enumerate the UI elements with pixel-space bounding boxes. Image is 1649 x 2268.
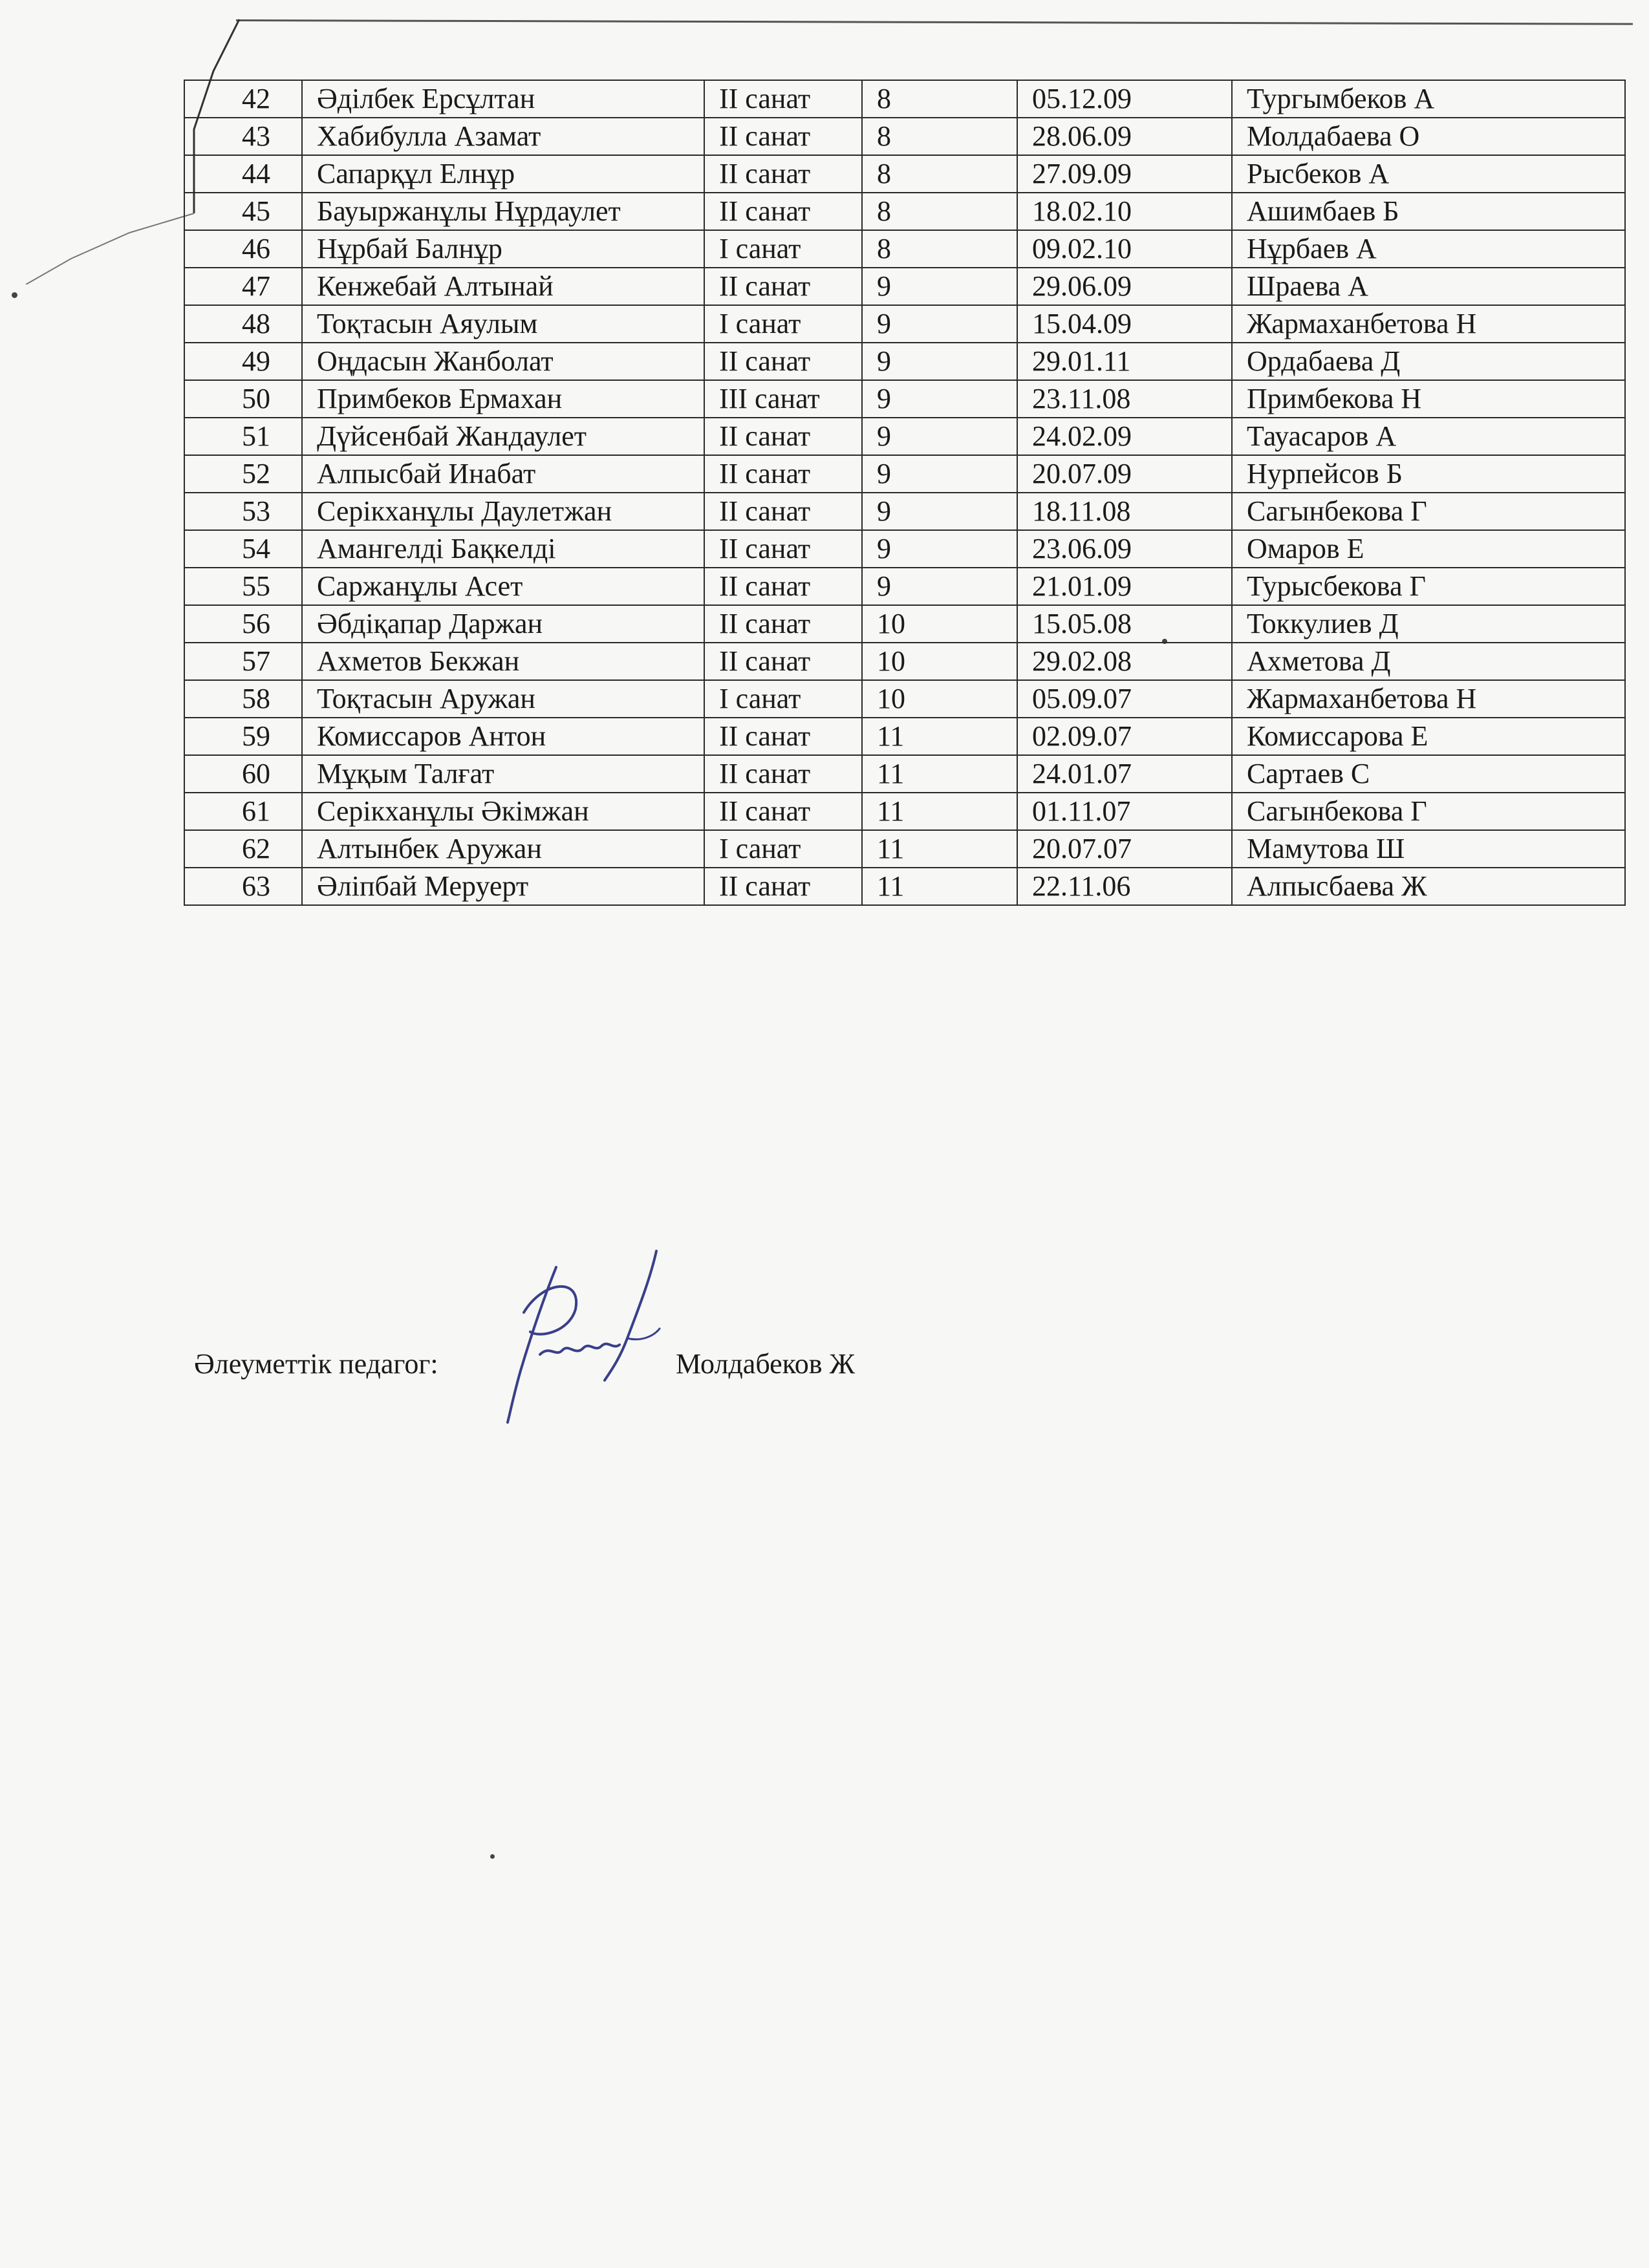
category-cell: ІІ санат (704, 155, 862, 193)
row-number-cell: 45 (184, 193, 302, 230)
category-cell: ІІ санат (704, 268, 862, 305)
row-number-cell: 47 (184, 268, 302, 305)
table-row (184, 230, 1625, 268)
birth-date-cell: 24.01.07 (1017, 755, 1232, 793)
birth-date-cell: 18.02.10 (1017, 193, 1232, 230)
student-name-cell: Сапарқұл Елнұр (302, 155, 704, 193)
parent-name-cell: Жармаханбетова Н (1232, 680, 1625, 718)
table-row (184, 530, 1625, 568)
scan-speck (490, 1854, 495, 1859)
category-cell: ІІ санат (704, 530, 862, 568)
table-row (184, 793, 1625, 830)
student-name-cell: Тоқтасын Аружан (302, 680, 704, 718)
table-row (184, 305, 1625, 343)
student-name-cell: Әліпбай Меруерт (302, 868, 704, 905)
grade-cell: 9 (862, 530, 1017, 568)
grade-cell: 8 (862, 193, 1017, 230)
student-name-cell: Мұқым Талғат (302, 755, 704, 793)
table-row (184, 493, 1625, 530)
parent-name-cell: Нұрбаев А (1232, 230, 1625, 268)
parent-name-cell: Мамутова Ш (1232, 830, 1625, 868)
table-row (184, 568, 1625, 605)
category-cell: ІІ санат (704, 718, 862, 755)
row-number-cell: 62 (184, 830, 302, 868)
student-name-cell: Серікханұлы Даулетжан (302, 493, 704, 530)
birth-date-cell: 29.02.08 (1017, 643, 1232, 680)
parent-name-cell: Нурпейсов Б (1232, 455, 1625, 493)
birth-date-cell: 23.06.09 (1017, 530, 1232, 568)
student-name-cell: Комиссаров Антон (302, 718, 704, 755)
grade-cell: 11 (862, 755, 1017, 793)
parent-name-cell: Рысбеков А (1232, 155, 1625, 193)
table-row (184, 680, 1625, 718)
student-name-cell: Хабибулла Азамат (302, 118, 704, 155)
birth-date-cell: 01.11.07 (1017, 793, 1232, 830)
row-number-cell: 54 (184, 530, 302, 568)
row-number-cell: 46 (184, 230, 302, 268)
student-name-cell: Әбдіқапар Даржан (302, 605, 704, 643)
birth-date-cell: 22.11.06 (1017, 868, 1232, 905)
parent-name-cell: Примбекова Н (1232, 380, 1625, 418)
student-name-cell: Серікханұлы Әкімжан (302, 793, 704, 830)
row-number-cell: 52 (184, 455, 302, 493)
birth-date-cell: 18.11.08 (1017, 493, 1232, 530)
category-cell: ІІІ санат (704, 380, 862, 418)
student-name-cell: Примбеков Ермахан (302, 380, 704, 418)
scan-top-edge (236, 19, 1633, 25)
row-number-cell: 51 (184, 418, 302, 455)
parent-name-cell: Жармаханбетова Н (1232, 305, 1625, 343)
student-roster-table (184, 80, 1626, 906)
grade-cell: 9 (862, 343, 1017, 380)
row-number-cell: 48 (184, 305, 302, 343)
table-row (184, 80, 1625, 118)
category-cell: ІІ санат (704, 493, 862, 530)
parent-name-cell: Сартаев С (1232, 755, 1625, 793)
birth-date-cell: 05.12.09 (1017, 80, 1232, 118)
row-number-cell: 61 (184, 793, 302, 830)
parent-name-cell: Шраева А (1232, 268, 1625, 305)
table-row (184, 155, 1625, 193)
table-row (184, 755, 1625, 793)
birth-date-cell: 24.02.09 (1017, 418, 1232, 455)
birth-date-cell: 20.07.07 (1017, 830, 1232, 868)
category-cell: ІІ санат (704, 755, 862, 793)
row-number-cell: 63 (184, 868, 302, 905)
student-name-cell: Кенжебай Алтынай (302, 268, 704, 305)
grade-cell: 11 (862, 868, 1017, 905)
category-cell: ІІ санат (704, 343, 862, 380)
table-row (184, 868, 1625, 905)
category-cell: ІІ санат (704, 193, 862, 230)
birth-date-cell: 05.09.07 (1017, 680, 1232, 718)
scan-speck (12, 292, 17, 298)
category-cell: І санат (704, 305, 862, 343)
birth-date-cell: 28.06.09 (1017, 118, 1232, 155)
grade-cell: 8 (862, 155, 1017, 193)
grade-cell: 11 (862, 830, 1017, 868)
birth-date-cell: 02.09.07 (1017, 718, 1232, 755)
category-cell: І санат (704, 830, 862, 868)
table-row (184, 343, 1625, 380)
grade-cell: 9 (862, 305, 1017, 343)
student-name-cell: Саржанұлы Асет (302, 568, 704, 605)
category-cell: ІІ санат (704, 455, 862, 493)
parent-name-cell: Молдабаева О (1232, 118, 1625, 155)
row-number-cell: 53 (184, 493, 302, 530)
category-cell: І санат (704, 230, 862, 268)
parent-name-cell: Ахметова Д (1232, 643, 1625, 680)
student-name-cell: Амангелді Бақкелді (302, 530, 704, 568)
grade-cell: 9 (862, 418, 1017, 455)
handwritten-signature (479, 1241, 666, 1429)
row-number-cell: 59 (184, 718, 302, 755)
table-row (184, 643, 1625, 680)
table-row (184, 455, 1625, 493)
student-name-cell: Алтынбек Аружан (302, 830, 704, 868)
parent-name-cell: Токкулиев Д (1232, 605, 1625, 643)
birth-date-cell: 20.07.09 (1017, 455, 1232, 493)
table-row (184, 380, 1625, 418)
signer-role: Әлеуметтік педагог: (194, 1348, 438, 1380)
table-row (184, 268, 1625, 305)
category-cell: ІІ санат (704, 643, 862, 680)
student-name-cell: Дүйсенбай Жандаулет (302, 418, 704, 455)
parent-name-cell: Тауасаров А (1232, 418, 1625, 455)
grade-cell: 9 (862, 455, 1017, 493)
grade-cell: 9 (862, 268, 1017, 305)
student-name-cell: Тоқтасын Аяулым (302, 305, 704, 343)
student-name-cell: Ахметов Бекжан (302, 643, 704, 680)
grade-cell: 8 (862, 118, 1017, 155)
student-name-cell: Бауыржанұлы Нұрдаулет (302, 193, 704, 230)
grade-cell: 11 (862, 793, 1017, 830)
birth-date-cell: 29.01.11 (1017, 343, 1232, 380)
row-number-cell: 42 (184, 80, 302, 118)
parent-name-cell: Сагынбекова Г (1232, 493, 1625, 530)
row-number-cell: 60 (184, 755, 302, 793)
grade-cell: 8 (862, 230, 1017, 268)
category-cell: ІІ санат (704, 80, 862, 118)
grade-cell: 10 (862, 605, 1017, 643)
birth-date-cell: 15.05.08 (1017, 605, 1232, 643)
birth-date-cell: 27.09.09 (1017, 155, 1232, 193)
category-cell: І санат (704, 680, 862, 718)
table-row (184, 718, 1625, 755)
row-number-cell: 49 (184, 343, 302, 380)
birth-date-cell: 29.06.09 (1017, 268, 1232, 305)
birth-date-cell: 09.02.10 (1017, 230, 1232, 268)
table-row (184, 418, 1625, 455)
roster-body (184, 80, 1625, 905)
parent-name-cell: Алпысбаева Ж (1232, 868, 1625, 905)
birth-date-cell: 15.04.09 (1017, 305, 1232, 343)
category-cell: ІІ санат (704, 568, 862, 605)
row-number-cell: 56 (184, 605, 302, 643)
category-cell: ІІ санат (704, 605, 862, 643)
row-number-cell: 57 (184, 643, 302, 680)
birth-date-cell: 23.11.08 (1017, 380, 1232, 418)
row-number-cell: 50 (184, 380, 302, 418)
signature-block (194, 1345, 970, 1422)
grade-cell: 10 (862, 643, 1017, 680)
parent-name-cell: Ордабаева Д (1232, 343, 1625, 380)
grade-cell: 8 (862, 80, 1017, 118)
grade-cell: 10 (862, 680, 1017, 718)
row-number-cell: 44 (184, 155, 302, 193)
student-name-cell: Алпысбай Инабат (302, 455, 704, 493)
category-cell: ІІ санат (704, 793, 862, 830)
category-cell: ІІ санат (704, 868, 862, 905)
parent-name-cell: Ашимбаев Б (1232, 193, 1625, 230)
table-row (184, 605, 1625, 643)
signer-name: Молдабеков Ж (676, 1348, 855, 1380)
student-name-cell: Нұрбай Балнұр (302, 230, 704, 268)
student-name-cell: Әділбек Ерсұлтан (302, 80, 704, 118)
row-number-cell: 43 (184, 118, 302, 155)
birth-date-cell: 21.01.09 (1017, 568, 1232, 605)
parent-name-cell: Сагынбекова Г (1232, 793, 1625, 830)
student-name-cell: Оңдасын Жанболат (302, 343, 704, 380)
category-cell: ІІ санат (704, 418, 862, 455)
grade-cell: 11 (862, 718, 1017, 755)
grade-cell: 9 (862, 493, 1017, 530)
table-row (184, 193, 1625, 230)
parent-name-cell: Турысбекова Г (1232, 568, 1625, 605)
parent-name-cell: Омаров Е (1232, 530, 1625, 568)
table-row (184, 118, 1625, 155)
parent-name-cell: Комиссарова Е (1232, 718, 1625, 755)
table-row (184, 830, 1625, 868)
category-cell: ІІ санат (704, 118, 862, 155)
row-number-cell: 58 (184, 680, 302, 718)
parent-name-cell: Тургымбеков А (1232, 80, 1625, 118)
row-number-cell: 55 (184, 568, 302, 605)
grade-cell: 9 (862, 380, 1017, 418)
grade-cell: 9 (862, 568, 1017, 605)
